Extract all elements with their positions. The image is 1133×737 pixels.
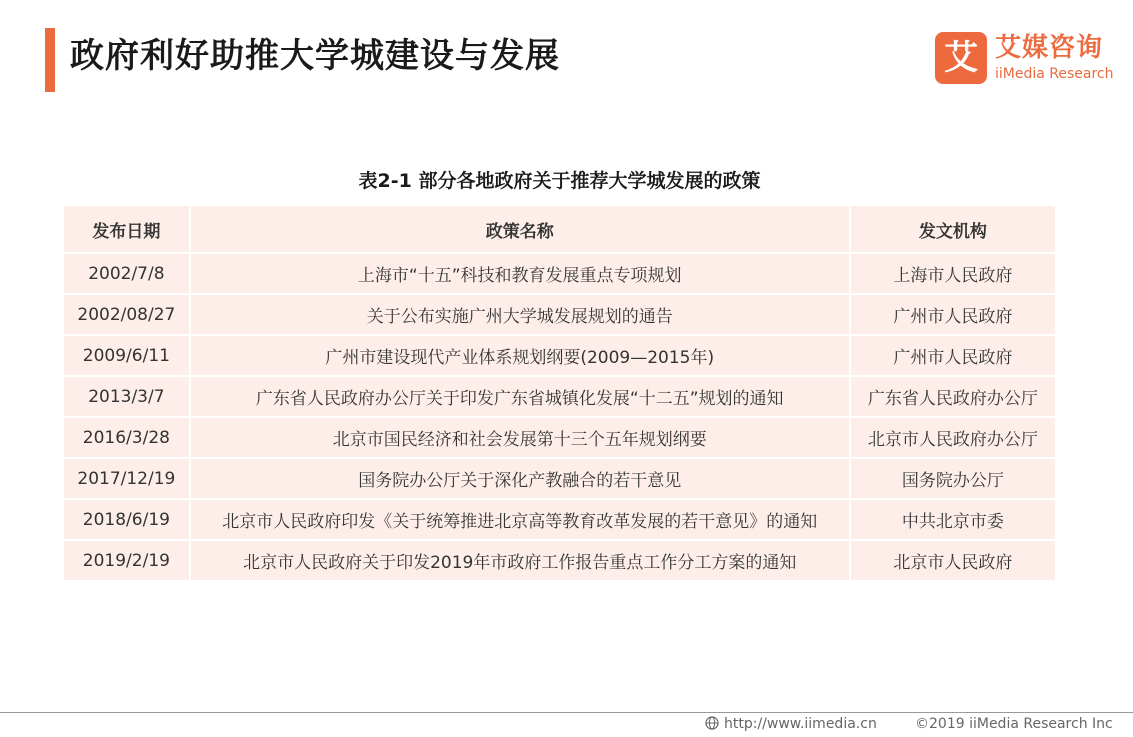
table-row <box>64 541 1055 580</box>
cell-date: 2018/6/19 <box>64 500 189 539</box>
cell-date: 2002/08/27 <box>64 295 189 334</box>
cell-policy-name: 广州市建设现代产业体系规划纲要(2009—2015年) <box>191 336 849 375</box>
cell-policy-name: 北京市国民经济和社会发展第十三个五年规划纲要 <box>191 418 849 457</box>
cell-issuer: 北京市人民政府办公厅 <box>851 418 1055 457</box>
table-row <box>64 254 1055 293</box>
footer-url-group <box>705 714 877 734</box>
footer-divider <box>0 712 1133 713</box>
column-header-issuer: 发文机构 <box>851 206 1055 252</box>
cell-issuer: 广州市人民政府 <box>851 295 1055 334</box>
table-row <box>64 500 1055 539</box>
cell-issuer: 广州市人民政府 <box>851 336 1055 375</box>
cell-issuer: 北京市人民政府 <box>851 541 1055 580</box>
cell-issuer: 国务院办公厅 <box>851 459 1055 498</box>
cell-date: 2017/12/19 <box>64 459 189 498</box>
cell-policy-name: 广东省人民政府办公厅关于印发广东省城镇化发展“十二五”规划的通知 <box>191 377 849 416</box>
logo-name-cn: 艾媒咨询 <box>995 33 1104 63</box>
cell-issuer: 中共北京市委 <box>851 500 1055 539</box>
iimedia-logo <box>935 32 1115 86</box>
cell-policy-name: 上海市“十五”科技和教育发展重点专项规划 <box>191 254 849 293</box>
column-header-date: 发布日期 <box>64 206 189 252</box>
table-caption: 表2-1 部分各地政府关于推荐大学城发展的政策 <box>358 170 761 192</box>
column-header-policy-name: 政策名称 <box>191 206 849 252</box>
cell-date: 2016/3/28 <box>64 418 189 457</box>
policy-table <box>62 204 1057 582</box>
cell-issuer: 广东省人民政府办公厅 <box>851 377 1055 416</box>
logo-name-en: iiMedia Research <box>995 66 1114 82</box>
table-row <box>64 459 1055 498</box>
logo-mark: 艾 <box>935 32 987 84</box>
cell-date: 2019/2/19 <box>64 541 189 580</box>
cell-policy-name: 北京市人民政府关于印发2019年市政府工作报告重点工作分工方案的通知 <box>191 541 849 580</box>
table-row <box>64 336 1055 375</box>
cell-issuer: 上海市人民政府 <box>851 254 1055 293</box>
cell-policy-name: 国务院办公厅关于深化产教融合的若干意见 <box>191 459 849 498</box>
page-title: 政府利好助推大学城建设与发展 <box>70 36 560 76</box>
table-row <box>64 418 1055 457</box>
cell-date: 2009/6/11 <box>64 336 189 375</box>
cell-policy-name: 北京市人民政府印发《关于统筹推进北京高等教育改革发展的若干意见》的通知 <box>191 500 849 539</box>
cell-date: 2013/3/7 <box>64 377 189 416</box>
globe-icon <box>705 716 719 730</box>
table-header-row <box>64 206 1055 252</box>
title-accent-bar <box>45 28 55 92</box>
cell-policy-name: 关于公布实施广州大学城发展规划的通告 <box>191 295 849 334</box>
table-row <box>64 295 1055 334</box>
footer-copyright: ©2019 iiMedia Research Inc <box>915 716 1113 732</box>
cell-date: 2002/7/8 <box>64 254 189 293</box>
table-row <box>64 377 1055 416</box>
footer-website-link[interactable]: http://www.iimedia.cn <box>724 716 877 732</box>
